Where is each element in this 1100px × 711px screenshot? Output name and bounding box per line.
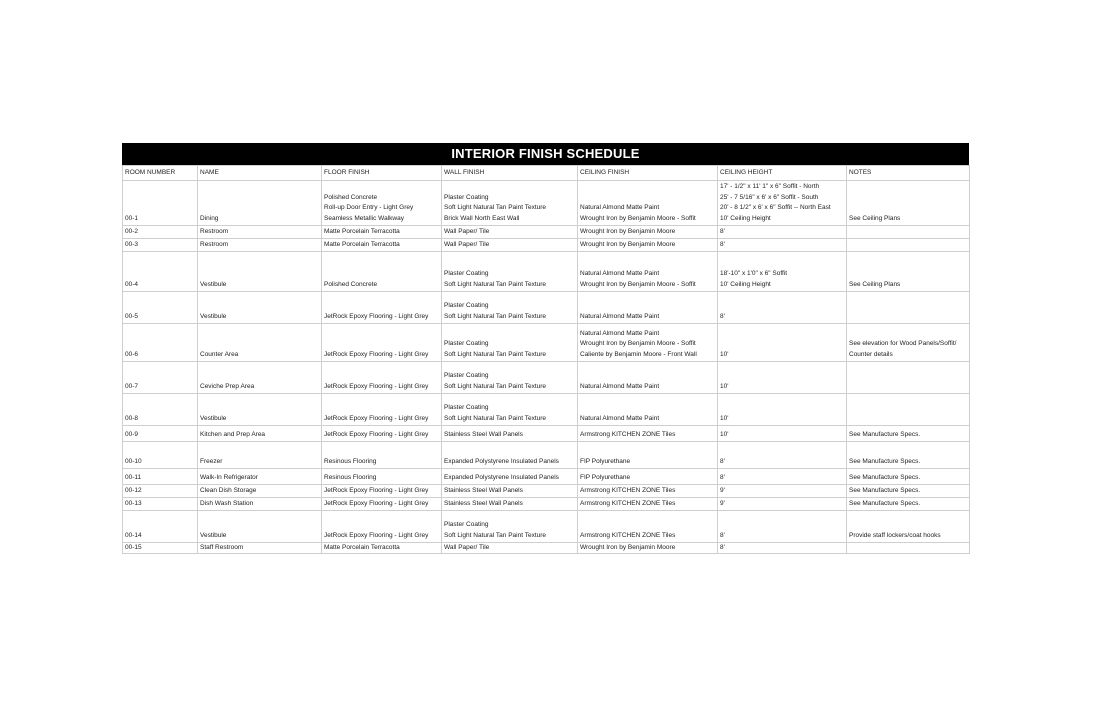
- room-number-cell: 00-7: [123, 362, 198, 394]
- ceiling-height-cell: 10': [718, 324, 847, 362]
- table-row: [123, 394, 970, 426]
- col-header-floor-finish: FLOOR FINISH: [322, 166, 442, 181]
- col-header-name: NAME: [198, 166, 322, 181]
- table-row: [123, 181, 970, 226]
- wall-finish-cell: Wall Paper/ Tile: [442, 543, 578, 554]
- floor-finish-cell: Polished Concrete: [322, 252, 442, 292]
- table-row: [123, 442, 970, 469]
- room-name-cell: Counter Area: [198, 324, 322, 362]
- room-name-cell: Vestibule: [198, 292, 322, 324]
- floor-finish-cell: Matte Porcelain Terracotta: [322, 239, 442, 252]
- wall-finish-cell: Plaster Coating Soft Light Natural Tan Paint Texture: [442, 324, 578, 362]
- room-number-cell: 00-3: [123, 239, 198, 252]
- table-row: [123, 485, 970, 498]
- table-row: [123, 426, 970, 442]
- room-number-cell: 00-15: [123, 543, 198, 554]
- table-row: [123, 362, 970, 394]
- finish-schedule-sheet: [122, 143, 969, 554]
- ceiling-height-cell: 8': [718, 292, 847, 324]
- ceiling-height-cell: 9': [718, 485, 847, 498]
- room-name-cell: Dish Wash Station: [198, 498, 322, 511]
- room-name-cell: Freezer: [198, 442, 322, 469]
- table-row: [123, 324, 970, 362]
- ceiling-height-cell: 9': [718, 498, 847, 511]
- ceiling-height-cell: 8': [718, 442, 847, 469]
- ceiling-finish-cell: Natural Almond Matte Paint Wrought Iron by Benjamin Moore - Soffit: [578, 252, 718, 292]
- table-row: [123, 469, 970, 485]
- ceiling-height-cell: 10': [718, 362, 847, 394]
- wall-finish-cell: Expanded Polystyrene Insulated Panels: [442, 442, 578, 469]
- floor-finish-cell: JetRock Epoxy Flooring - Light Grey: [322, 485, 442, 498]
- notes-cell: See elevation for Wood Panels/Soffit/ Counter details: [847, 324, 970, 362]
- floor-finish-cell: Matte Porcelain Terracotta: [322, 543, 442, 554]
- room-name-cell: Clean Dish Storage: [198, 485, 322, 498]
- room-number-cell: 00-10: [123, 442, 198, 469]
- table-row: [123, 498, 970, 511]
- room-number-cell: 00-6: [123, 324, 198, 362]
- ceiling-finish-cell: Natural Almond Matte Paint Wrought Iron by Benjamin Moore - Soffit: [578, 181, 718, 226]
- notes-cell: [847, 362, 970, 394]
- ceiling-finish-cell: Wrought Iron by Benjamin Moore: [578, 226, 718, 239]
- col-header-ceiling-height: CEILING HEIGHT: [718, 166, 847, 181]
- ceiling-height-cell: 17' - 1/2" x 11' 1" x 6" Soffit - North 25' - 7 5/16" x 6' x 6" Soffit - South 20' - 8 1/2" x 6' x 6" Soffit -- North East 10' Ceiling Height: [718, 181, 847, 226]
- wall-finish-cell: Plaster Coating Soft Light Natural Tan Paint Texture: [442, 252, 578, 292]
- room-number-cell: 00-11: [123, 469, 198, 485]
- room-name-cell: Ceviche Prep Area: [198, 362, 322, 394]
- ceiling-finish-cell: FIP Polyurethane: [578, 469, 718, 485]
- header-row: [123, 166, 970, 181]
- notes-cell: Provide staff lockers/coat hooks: [847, 511, 970, 543]
- notes-cell: [847, 543, 970, 554]
- col-header-room-number: ROOM NUMBER: [123, 166, 198, 181]
- notes-cell: See Manufacture Specs.: [847, 498, 970, 511]
- room-name-cell: Dining: [198, 181, 322, 226]
- ceiling-height-cell: 10': [718, 394, 847, 426]
- room-name-cell: Vestibule: [198, 394, 322, 426]
- notes-cell: See Ceiling Plans: [847, 252, 970, 292]
- ceiling-finish-cell: FIP Polyurethane: [578, 442, 718, 469]
- ceiling-height-cell: 18'-10" x 1'0" x 6" Soffit 10' Ceiling Height: [718, 252, 847, 292]
- floor-finish-cell: JetRock Epoxy Flooring - Light Grey: [322, 511, 442, 543]
- room-name-cell: Restroom: [198, 226, 322, 239]
- wall-finish-cell: Plaster Coating Soft Light Natural Tan Paint Texture Brick Wall North East Wall: [442, 181, 578, 226]
- floor-finish-cell: JetRock Epoxy Flooring - Light Grey: [322, 292, 442, 324]
- ceiling-finish-cell: Wrought Iron by Benjamin Moore: [578, 543, 718, 554]
- finish-schedule-table: [122, 165, 970, 554]
- wall-finish-cell: Plaster Coating Soft Light Natural Tan Paint Texture: [442, 394, 578, 426]
- col-header-notes: NOTES: [847, 166, 970, 181]
- room-number-cell: 00-4: [123, 252, 198, 292]
- notes-cell: See Manufacture Specs.: [847, 426, 970, 442]
- notes-cell: See Manufacture Specs.: [847, 485, 970, 498]
- ceiling-height-cell: 10': [718, 426, 847, 442]
- ceiling-finish-cell: Natural Almond Matte Paint: [578, 362, 718, 394]
- table-row: [123, 252, 970, 292]
- room-name-cell: Restroom: [198, 239, 322, 252]
- floor-finish-cell: Resinous Flooring: [322, 442, 442, 469]
- ceiling-height-cell: 8': [718, 469, 847, 485]
- floor-finish-cell: JetRock Epoxy Flooring - Light Grey: [322, 394, 442, 426]
- wall-finish-cell: Stainless Steel Wall Panels: [442, 485, 578, 498]
- floor-finish-cell: Resinous Flooring: [322, 469, 442, 485]
- ceiling-finish-cell: Wrought Iron by Benjamin Moore: [578, 239, 718, 252]
- room-number-cell: 00-14: [123, 511, 198, 543]
- table-row: [123, 543, 970, 554]
- wall-finish-cell: Stainless Steel Wall Panels: [442, 498, 578, 511]
- wall-finish-cell: Plaster Coating Soft Light Natural Tan Paint Texture: [442, 362, 578, 394]
- ceiling-finish-cell: Natural Almond Matte Paint: [578, 292, 718, 324]
- floor-finish-cell: Polished Concrete Roll-up Door Entry - Light Grey Seamless Metallic Walkway: [322, 181, 442, 226]
- room-number-cell: 00-2: [123, 226, 198, 239]
- room-number-cell: 00-1: [123, 181, 198, 226]
- room-name-cell: Kitchen and Prep Area: [198, 426, 322, 442]
- wall-finish-cell: Wall Paper/ Tile: [442, 226, 578, 239]
- notes-cell: [847, 292, 970, 324]
- room-name-cell: Walk-In Refrigerator: [198, 469, 322, 485]
- ceiling-finish-cell: Armstrong KITCHEN ZONE Tiles: [578, 511, 718, 543]
- room-name-cell: Vestibule: [198, 252, 322, 292]
- room-name-cell: Staff Restroom: [198, 543, 322, 554]
- notes-cell: See Ceiling Plans: [847, 181, 970, 226]
- ceiling-height-cell: 8': [718, 239, 847, 252]
- room-name-cell: Vestibule: [198, 511, 322, 543]
- room-number-cell: 00-5: [123, 292, 198, 324]
- table-row: [123, 239, 970, 252]
- ceiling-finish-cell: Armstrong KITCHEN ZONE Tiles: [578, 485, 718, 498]
- room-number-cell: 00-13: [123, 498, 198, 511]
- ceiling-finish-cell: Natural Almond Matte Paint Wrought Iron by Benjamin Moore - Soffit Caliente by Benjamin Moore - Front Wall: [578, 324, 718, 362]
- schedule-body: [123, 181, 970, 554]
- wall-finish-cell: Plaster Coating Soft Light Natural Tan Paint Texture: [442, 292, 578, 324]
- room-number-cell: 00-12: [123, 485, 198, 498]
- room-number-cell: 00-9: [123, 426, 198, 442]
- wall-finish-cell: Expanded Polystyrene Insulated Panels: [442, 469, 578, 485]
- floor-finish-cell: JetRock Epoxy Flooring - Light Grey: [322, 426, 442, 442]
- floor-finish-cell: JetRock Epoxy Flooring - Light Grey: [322, 324, 442, 362]
- notes-cell: [847, 226, 970, 239]
- table-row: [123, 226, 970, 239]
- floor-finish-cell: Matte Porcelain Terracotta: [322, 226, 442, 239]
- notes-cell: See Manufacture Specs.: [847, 469, 970, 485]
- ceiling-finish-cell: Natural Almond Matte Paint: [578, 394, 718, 426]
- ceiling-finish-cell: Armstrong KITCHEN ZONE Tiles: [578, 426, 718, 442]
- table-row: [123, 292, 970, 324]
- floor-finish-cell: JetRock Epoxy Flooring - Light Grey: [322, 362, 442, 394]
- wall-finish-cell: Wall Paper/ Tile: [442, 239, 578, 252]
- wall-finish-cell: Stainless Steel Wall Panels: [442, 426, 578, 442]
- table-row: [123, 511, 970, 543]
- notes-cell: [847, 239, 970, 252]
- notes-cell: See Manufacture Specs.: [847, 442, 970, 469]
- ceiling-finish-cell: Armstrong KITCHEN ZONE Tiles: [578, 498, 718, 511]
- ceiling-height-cell: 8': [718, 226, 847, 239]
- floor-finish-cell: JetRock Epoxy Flooring - Light Grey: [322, 498, 442, 511]
- ceiling-height-cell: 8': [718, 543, 847, 554]
- col-header-ceiling-finish: CEILING FINISH: [578, 166, 718, 181]
- col-header-wall-finish: WALL FINISH: [442, 166, 578, 181]
- room-number-cell: 00-8: [123, 394, 198, 426]
- schedule-title: INTERIOR FINISH SCHEDULE: [122, 143, 969, 165]
- notes-cell: [847, 394, 970, 426]
- ceiling-height-cell: 8': [718, 511, 847, 543]
- wall-finish-cell: Plaster Coating Soft Light Natural Tan Paint Texture: [442, 511, 578, 543]
